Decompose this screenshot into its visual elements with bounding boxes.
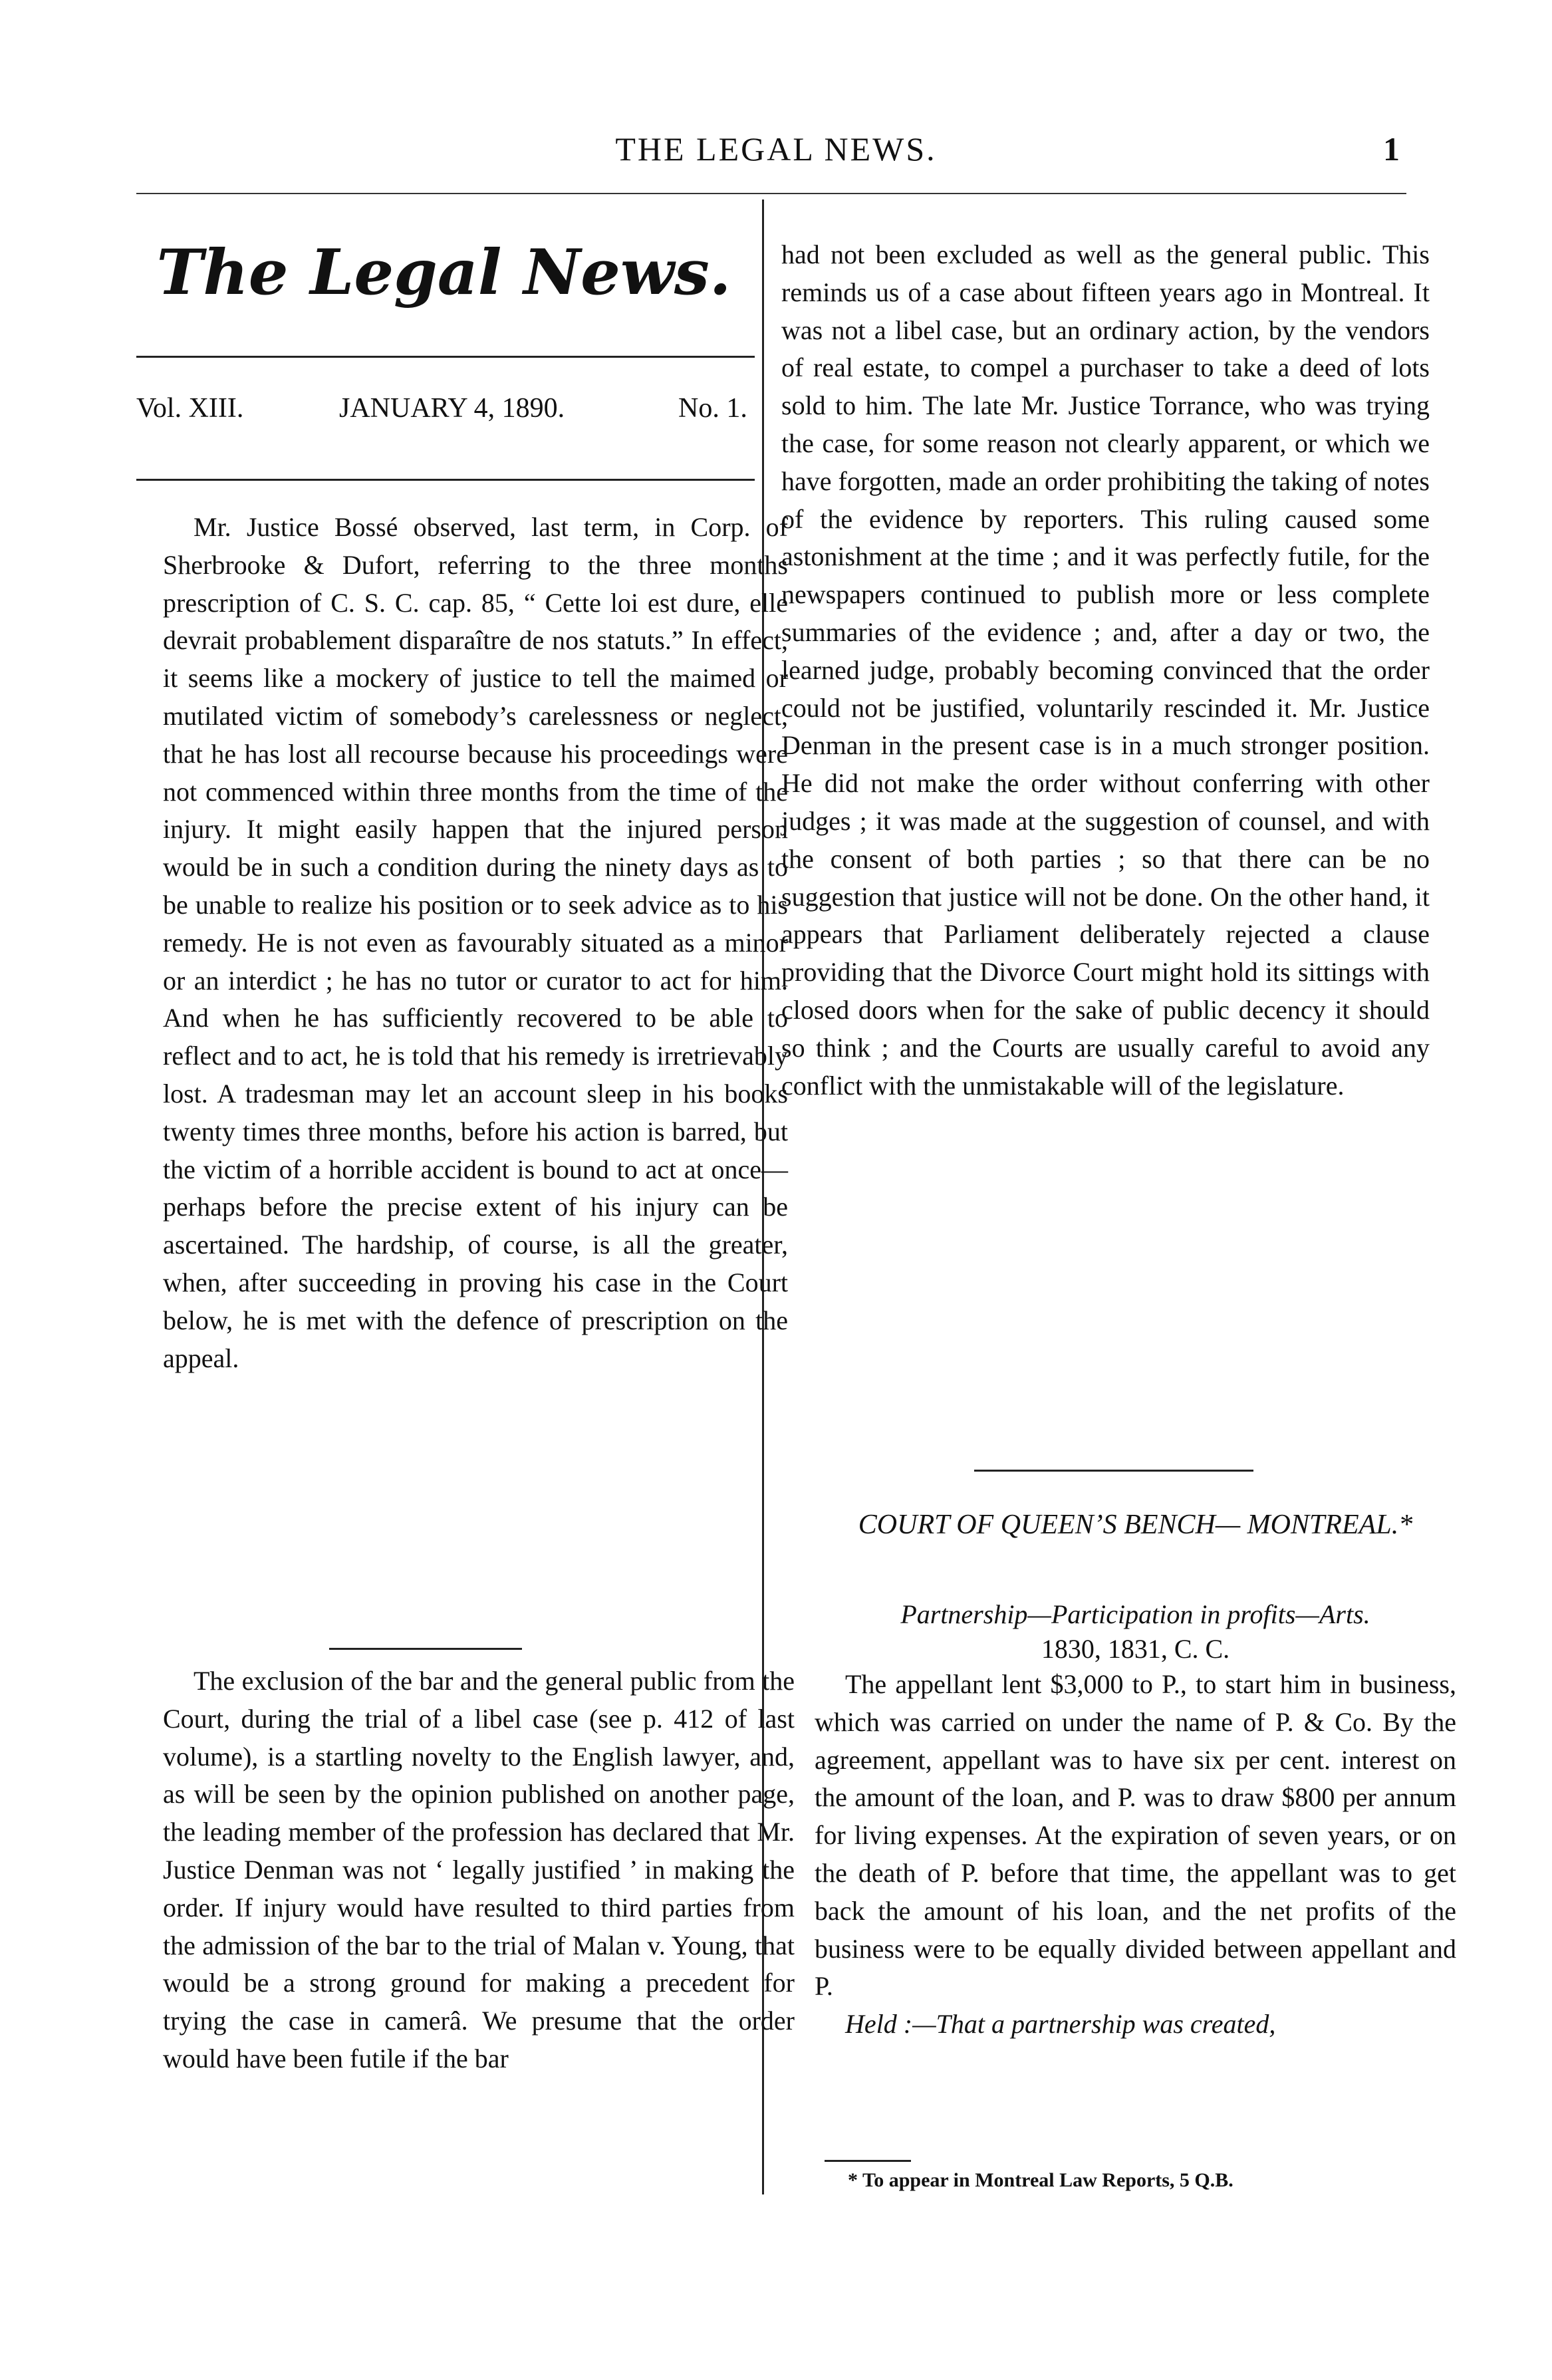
paragraph-text: The appellant lent $3,000 to P., to start him in business, which was carried on under the name of P. & Co. By the agreement, appellant was to have six per cent. interest on the amount of the loan, and P. was to draw $800 per annum for living expenses. At the expiration of seven years, or on the death of P. before that time, the appellant was to get back the amount of his loan, and the net profits of the business were to be equally divided between appellant and P. bbox=[815, 1669, 1456, 2002]
issue-rule bbox=[136, 479, 755, 481]
header-rule bbox=[136, 193, 1406, 194]
article-paragraph-exclusion bbox=[163, 1662, 795, 2078]
section-rule bbox=[974, 1470, 1253, 1472]
case-subject-topic: Partnership—Participation in profits—Arts. bbox=[900, 1599, 1370, 1629]
footnote-rule bbox=[825, 2160, 911, 2162]
court-heading: COURT OF QUEEN’S BENCH— MONTREAL.* bbox=[858, 1510, 1413, 1540]
paragraph-text: had not been excluded as well as the general public. This reminds us of a case about fifteen years ago in Montreal. It was not a libel case, but an ordinary action, by the vendors of real estate, to compel a purchaser to take a deed of lots sold to him. The late Mr. Justice Torrance, who was trying the case, for some reason not clearly apparent, or which we have forgotten, made an order prohibiting the taking of notes of the evidence by reporters. This ruling caused some astonishment at the time ; and it was perfectly futile, for the newspapers continued to publish more or less complete summaries of the evidence ; and, after a day or two, the learned judge, probably becoming convinced that the order could not be justified, voluntarily rescinded it. Mr. Justice Denman in the present case is in a much stronger position. He did not make the order without conferring with other judges ; it was made at the suggestion of counsel, and with the consent of both parties ; so that there can be no suggestion that justice will not be done. On the other hand, it appears that Parliament deliberately rejected a clause providing that the Divorce Court might hold its sittings with closed doors when for the sake of public decency it should so think ; and the Courts are usually careful to avoid any conflict with the unmistakable will of the legislature. bbox=[781, 239, 1430, 1101]
volume-label: Vol. XIII. bbox=[136, 393, 244, 424]
held-text: Held :—That a partnership was created, bbox=[845, 2009, 1276, 2040]
issue-date: JANUARY 4, 1890. bbox=[339, 393, 565, 424]
case-summary bbox=[815, 1666, 1456, 2044]
masthead-rule bbox=[136, 356, 755, 358]
footnote: * To appear in Montreal Law Reports, 5 Q.B. bbox=[848, 2169, 1233, 2191]
running-title: THE LEGAL NEWS. bbox=[615, 130, 937, 168]
article-paragraph-continued bbox=[781, 236, 1430, 1105]
case-subject-articles: 1830, 1831, C. C. bbox=[1041, 1634, 1230, 1664]
page-number: 1 bbox=[1383, 130, 1400, 168]
masthead-title: The Legal News. bbox=[156, 236, 731, 309]
paragraph-text: The exclusion of the bar and the general public from the Court, during the trial of a libel case (see p. 412 of last volume), is a startling novelty to the English lawyer, and, as will be seen by the opinion published on another page, the leading member of the profession has declared that Mr. Justice Denman was not ‘ legally justified ’ in making the order. If injury would have resulted to third parties from the admission of the bar to the trial of Malan v. Young, that would be a strong ground for making a precedent for trying the case in camerâ. We presume that the order would have been futile if the bar bbox=[163, 1666, 795, 2073]
case-subject bbox=[808, 1597, 1463, 1666]
paragraph-text: Mr. Justice Bossé observed, last term, in Corp. of Sherbrooke & Dufort, referring to the three months prescription of C. S. C. cap. 85, “ Cette loi est dure, elle devrait probablement disparaître de nos statuts.” In effect, it seems like a mockery of justice to tell the maimed or mutilated victim of somebody’s carelessness or neglect, that he has lost all recourse because his proceedings were not commenced within three months from the time of the injury. It might easily happen that the injured person would be in such a condition during the ninety days as to be unable to realize his position or to seek advice as to his remedy. He is not even as favourably situated as a minor or an interdict ; he has no tutor or curator to act for him. And when he has sufficiently recovered to be able to reflect and to act, he is told that his remedy is irretrievably lost. A tradesman may let an account sleep in his books twenty times three months, before his action is barred, but the victim of a horrible accident is bound to act at once—perhaps before the precise extent of his injury can be ascertained. The hardship, of course, is all the greater, when, after succeeding in proving his case in the Court below, he is met with the defence of prescription on the appeal. bbox=[163, 512, 788, 1373]
issue-number: No. 1. bbox=[678, 393, 747, 424]
article-paragraph-prescription bbox=[163, 509, 788, 1377]
section-rule bbox=[329, 1648, 522, 1650]
